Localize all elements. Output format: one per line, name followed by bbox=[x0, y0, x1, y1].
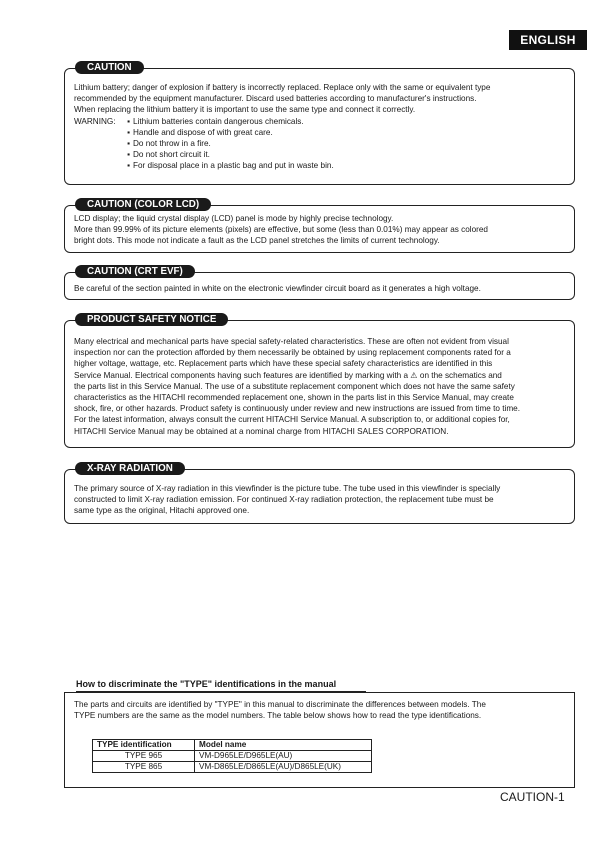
warning-item: Lithium batteries contain dangerous chemicals. bbox=[133, 116, 304, 126]
warning-label: WARNING: bbox=[74, 116, 116, 126]
caution-line: recommended by the equipment manufacturer. Discard used batteries according to manufacturer's instructions. bbox=[74, 94, 477, 104]
warning-row bbox=[74, 127, 490, 138]
table-row bbox=[93, 751, 372, 762]
warning-item: Do not throw in a fire. bbox=[133, 139, 211, 149]
table-cell: VM-D865LE/D865LE(AU)/D865LE(UK) bbox=[195, 762, 372, 773]
bullet-icon: ▪ bbox=[127, 161, 130, 171]
xray-line: constructed to limit X-ray radiation emission. For continued X-ray radiation protection, the replacement tube must be bbox=[74, 495, 494, 505]
warning-item: Handle and dispose of with great care. bbox=[133, 127, 273, 137]
warning-item: Do not short circuit it. bbox=[133, 150, 210, 160]
language-badge: ENGLISH bbox=[509, 30, 587, 50]
bullet-icon: ▪ bbox=[127, 127, 130, 137]
caution-lcd-line: bright dots. This mode not indicate a fault as the LCD panel stretches the limits of current technology. bbox=[74, 236, 440, 246]
warning-item: For disposal place in a plastic bag and put in waste bin. bbox=[133, 161, 334, 171]
page-number: CAUTION-1 bbox=[500, 790, 565, 804]
table-row bbox=[93, 762, 372, 773]
type-section-line: TYPE numbers are the same as the model numbers. The table below shows how to read the type identifications. bbox=[74, 711, 482, 721]
caution-lcd-box bbox=[64, 198, 575, 253]
caution-title: CAUTION bbox=[75, 61, 144, 74]
xray-box bbox=[64, 462, 575, 524]
type-section-title: How to discriminate the "TYPE" identifications in the manual bbox=[76, 679, 337, 689]
caution-lcd-title: CAUTION (COLOR LCD) bbox=[75, 198, 211, 211]
product-safety-line: Many electrical and mechanical parts have special safety-related characteristics. These are often not evident from visual bbox=[74, 337, 509, 346]
product-safety-line: HITACHI Service Manual may be obtained at a nominal charge from HITACHI SALES CORPORATION. bbox=[74, 426, 449, 436]
bullet-icon: ▪ bbox=[127, 139, 130, 149]
caution-crt-box bbox=[64, 265, 575, 300]
bullet-icon: ▪ bbox=[127, 150, 130, 160]
table-cell: VM-D965LE/D965LE(AU) bbox=[195, 751, 372, 762]
product-safety-line: inspection nor can the protection afforded by them necessarily be obtained by using replacement components rated for a bbox=[74, 348, 511, 358]
warning-row bbox=[74, 160, 490, 171]
caution-box bbox=[64, 61, 575, 185]
xray-line: same type as the original, Hitachi approved one. bbox=[74, 506, 250, 516]
xray-line: The primary source of X-ray radiation in this viewfinder is the picture tube. The tube used in this viewfinder is specially bbox=[74, 484, 501, 493]
caution-lcd-line: More than 99.99% of its picture elements (pixels) are effective, but some (less than 0.01%) may appear as colored bbox=[74, 225, 488, 235]
table-cell: TYPE 865 bbox=[93, 762, 195, 773]
table-header: Model name bbox=[195, 740, 372, 751]
product-safety-line: higher voltage, wattage, etc. Replacement parts which have these special safety characteristics are identified in this bbox=[74, 359, 493, 369]
caution-line: When replacing the lithium battery it is important to use the same type and connect it correctly. bbox=[74, 105, 416, 115]
table-header: TYPE identification bbox=[93, 740, 195, 751]
caution-lcd-line: LCD display; the liquid crystal display (LCD) panel is mode by highly precise technology. bbox=[74, 214, 394, 223]
type-section-line: The parts and circuits are identified by "TYPE" in this manual to discriminate the differences between models. The bbox=[74, 700, 486, 709]
product-safety-line: characteristics as the HITACHI recommended replacement one, shown in the parts list in this Service Manual, may create bbox=[74, 393, 514, 403]
warning-row bbox=[74, 149, 490, 160]
bullet-icon: ▪ bbox=[127, 116, 130, 126]
caution-line: Lithium battery; danger of explosion if battery is incorrectly replaced. Replace only with the same or equivalent type bbox=[74, 83, 491, 92]
warning-row bbox=[74, 116, 490, 127]
product-safety-box bbox=[64, 313, 575, 448]
product-safety-line: shock, fire, or other hazards. Product safety is continuously under review and new instructions are issued from time to time. bbox=[74, 404, 520, 414]
xray-title: X-RAY RADIATION bbox=[75, 462, 185, 475]
table-header-row bbox=[93, 740, 372, 751]
product-safety-title: PRODUCT SAFETY NOTICE bbox=[75, 313, 228, 326]
product-safety-line: Service Manual. Electrical components having such features are identified by marking with a ⚠ on the schematics and bbox=[74, 370, 502, 380]
warning-row bbox=[74, 138, 490, 149]
type-table bbox=[92, 739, 372, 773]
product-safety-line: For the latest information, always consult the current HITACHI Service Manual. A subscription to, or additional copies for, bbox=[74, 415, 510, 425]
caution-crt-title: CAUTION (CRT EVF) bbox=[75, 265, 195, 278]
caution-crt-line: Be careful of the section painted in white on the electronic viewfinder circuit board as it generates a high voltage. bbox=[74, 284, 481, 293]
product-safety-line: the parts list in this Service Manual. The use of a substitute replacement component which does not have the same safety bbox=[74, 381, 515, 391]
table-cell: TYPE 965 bbox=[93, 751, 195, 762]
